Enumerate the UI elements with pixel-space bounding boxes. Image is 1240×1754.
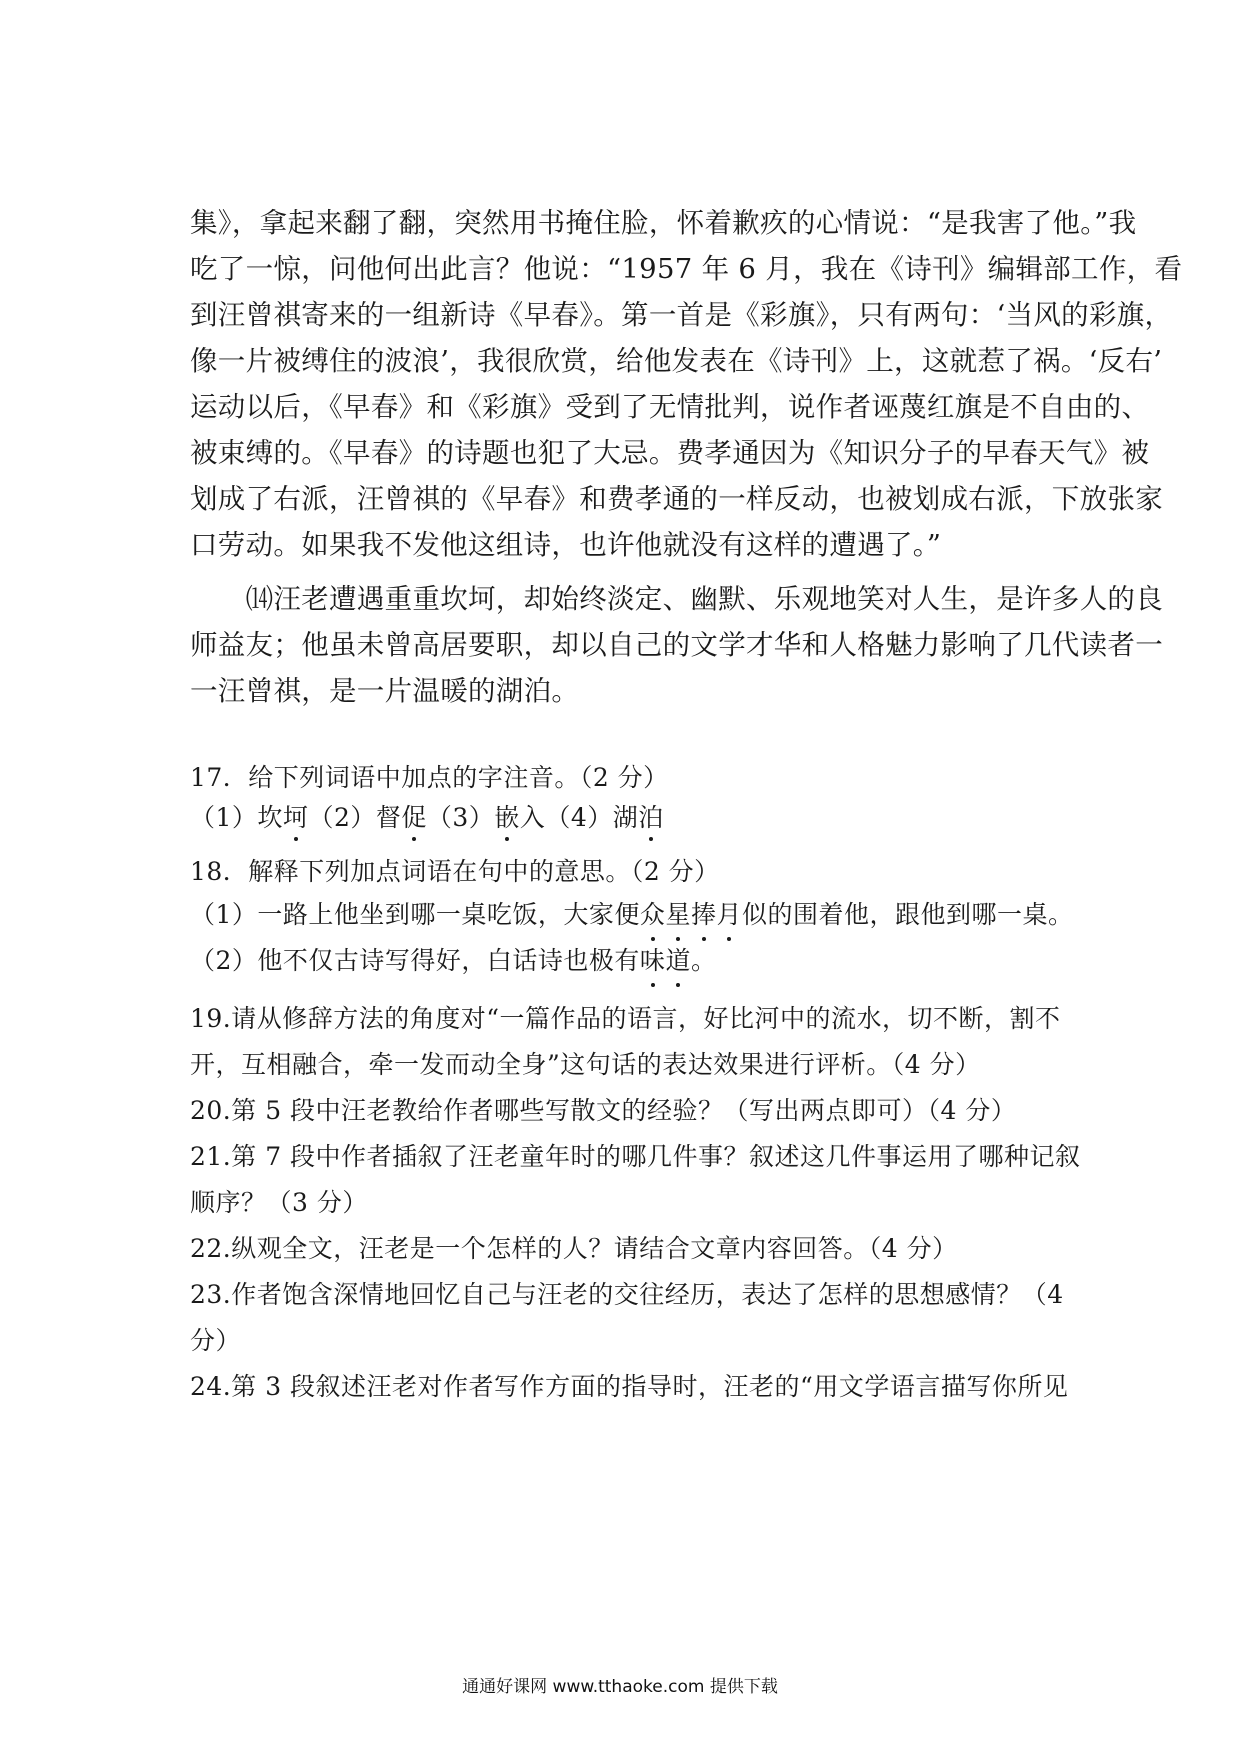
question-18-sentence-2 bbox=[190, 938, 1070, 984]
question-17-words bbox=[190, 798, 1070, 838]
dotted-char: 道 bbox=[665, 938, 691, 984]
passage-line: 划成了右派，汪曾祺的《早春》和费孝通的一样反动，也被划成右派，下放张家 bbox=[190, 483, 1163, 515]
sentence-text: （1）一路上他坐到哪一桌吃饭，大家便 bbox=[190, 900, 640, 929]
dotted-char: 捧 bbox=[691, 892, 717, 938]
passage-line: 到汪曾祺寄来的一组新诗《早春》。第一首是《彩旗》，只有两句：‘当风的彩旗， bbox=[190, 299, 1173, 331]
dotted-char: 坷 bbox=[283, 798, 309, 838]
passage-line: 一汪曾祺，是一片温暖的湖泊。 bbox=[190, 675, 580, 707]
question-line: 21.第 7 段中作者插叙了汪老童年时的哪几件事？叙述这几件事运用了哪种记叙 bbox=[190, 1142, 1081, 1171]
question-line: 顺序？（3 分） bbox=[190, 1188, 368, 1217]
reading-passage bbox=[190, 200, 1183, 714]
passage-line: 运动以后，《早春》和《彩旗》受到了无情批判，说作者诬蔑红旗是不自由的、 bbox=[190, 391, 1150, 423]
dotted-char: 众 bbox=[640, 892, 666, 938]
question-18-sentence-1 bbox=[190, 892, 1074, 938]
passage-line: 像一片被缚住的波浪’，我很欣赏，给他发表在《诗刊》上，这就惹了祸。‘反右’ bbox=[190, 345, 1163, 377]
question-18-stem: 18．解释下列加点词语在句中的意思。（2 分） bbox=[190, 857, 720, 886]
paragraph-14 bbox=[190, 576, 1163, 714]
question-17-stem: 17．给下列词语中加点的字注音。（2 分） bbox=[190, 763, 669, 792]
dotted-char: 味 bbox=[640, 938, 666, 984]
question-line: 开，互相融合，牵一发而动全身”这句话的表达效果进行评析。（4 分） bbox=[190, 1050, 981, 1079]
dotted-char: 星 bbox=[665, 892, 691, 938]
item-number: （1） bbox=[190, 803, 258, 832]
sentence-text: 。 bbox=[690, 946, 717, 975]
word-char: 坎 bbox=[257, 803, 283, 832]
question-21 bbox=[190, 1134, 1081, 1226]
question-23 bbox=[190, 1272, 1070, 1364]
dotted-char: 泊 bbox=[638, 798, 664, 838]
question-line: 19.请从修辞方法的角度对“一篇作品的语言，好比河中的流水，切不断，割不 bbox=[190, 1004, 1061, 1033]
question-22: 22.纵观全文，汪老是一个怎样的人？请结合文章内容回答。（4 分） bbox=[190, 1234, 958, 1263]
sentence-text: （2）他不仅古诗写得好，白话诗也极有 bbox=[190, 946, 640, 975]
item-number: （2） bbox=[308, 803, 376, 832]
question-18 bbox=[190, 852, 1074, 984]
item-number: （4） bbox=[545, 803, 613, 832]
dotted-char: 月 bbox=[716, 892, 742, 938]
dotted-char: 促 bbox=[401, 798, 427, 838]
questions-section bbox=[190, 758, 1081, 1410]
question-line: 分） bbox=[190, 1326, 242, 1355]
word-char: 督 bbox=[375, 803, 402, 832]
sentence-text: 似的围着他，跟他到哪一桌。 bbox=[741, 900, 1074, 929]
item-number: （3） bbox=[426, 803, 495, 832]
passage-line: 口劳动。如果我不发他这组诗，也许他就没有这样的遭遇了。” bbox=[190, 529, 942, 561]
question-20: 20.第 5 段中汪老教给作者哪些写散文的经验？（写出两点即可）（4 分） bbox=[190, 1096, 1017, 1125]
question-17 bbox=[190, 758, 1070, 838]
question-line: 23.作者饱含深情地回忆自己与汪老的交往经历，表达了怎样的思想感情？（4 bbox=[190, 1280, 1064, 1309]
word-char: 入 bbox=[519, 803, 546, 832]
question-24: 24.第 3 段叙述汪老对作者写作方面的指导时，汪老的“用文学语言描写你所见 bbox=[190, 1372, 1069, 1401]
passage-line: 师益友；他虽未曾高居要职，却以自己的文学才华和人格魅力影响了几代读者一 bbox=[190, 629, 1163, 661]
passage-line: 集》，拿起来翻了翻，突然用书掩住脸，怀着歉疚的心情说：“是我害了他。”我 bbox=[190, 207, 1137, 239]
page-footer: 通通好课网 www.tthaoke.com 提供下载 bbox=[462, 1677, 778, 1697]
dotted-char: 嵌 bbox=[494, 798, 520, 838]
question-19 bbox=[190, 996, 1070, 1088]
passage-line: 被束缚的。《早春》的诗题也犯了大忌。费孝通因为《知识分子的早春天气》被 bbox=[190, 437, 1150, 469]
word-char: 湖 bbox=[612, 803, 639, 832]
passage-line: ⒁汪老遭遇重重坎坷，却始终淡定、幽默、乐观地笑对人生，是许多人的良 bbox=[190, 583, 1163, 615]
passage-line: 吃了一惊，问他何出此言？他说：“1957 年 6 月，我在《诗刊》编辑部工作，看 bbox=[190, 253, 1183, 285]
